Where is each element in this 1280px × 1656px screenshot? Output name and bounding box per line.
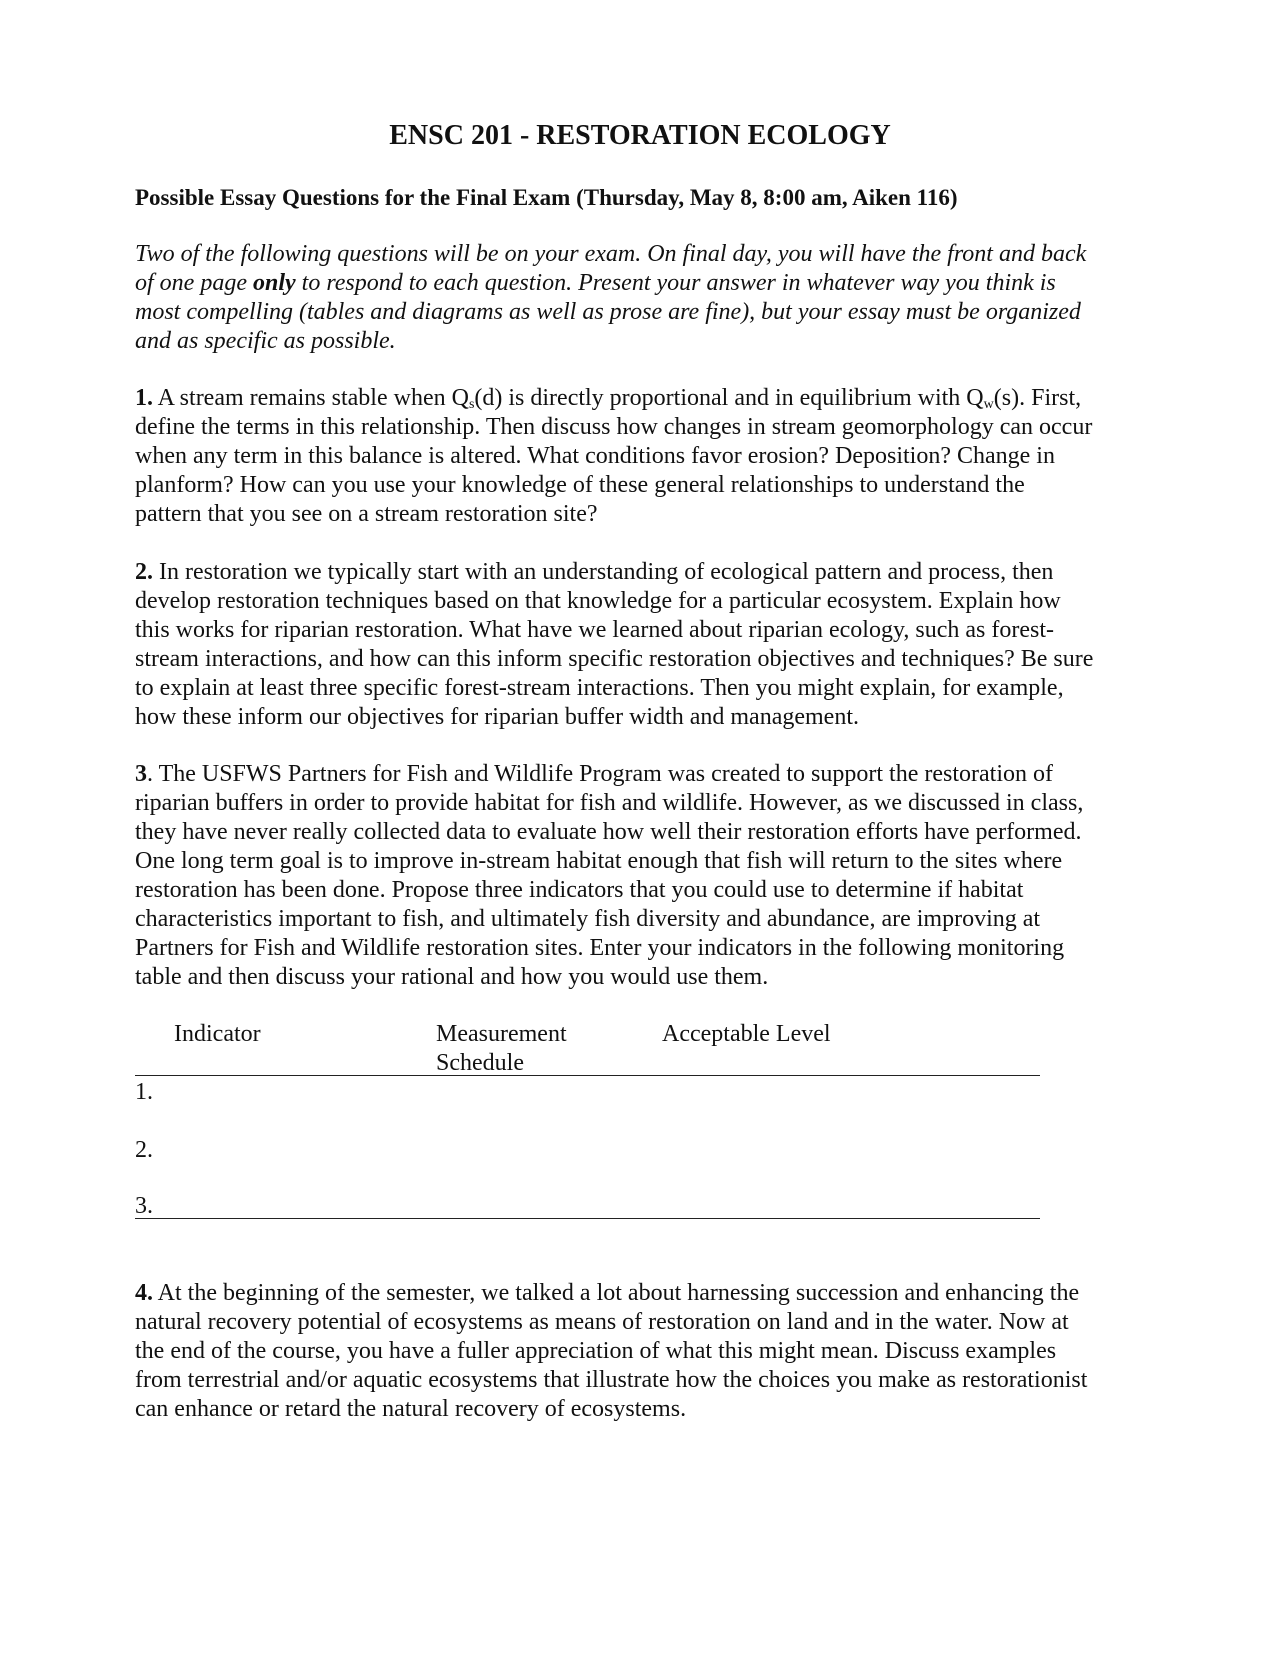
question-line: this works for riparian restoration. What have we learned about riparian ecology, such as forest- [135,617,1055,643]
question-text: (d) is directly proportional and in equilibrium with Q [474,385,984,411]
question-line: define the terms in this relationship. Then discuss how changes in stream geomorphology can occur [135,414,1093,440]
question-line: natural recovery potential of ecosystems as means of restoration on land and in the water. Now at [135,1309,1069,1335]
question-4 [135,1279,1155,1424]
question-number: 1. [135,385,153,411]
question-line: restoration has been done. Propose three indicators that you could use to determine if habitat [135,877,1024,903]
instructions-emphasis: only [252,270,296,296]
question-number: 4. [135,1280,153,1306]
question-text: In restoration we typically start with an understanding of ecological pattern and process, then [153,559,1054,585]
page-subtitle: Possible Essay Questions for the Final Exam (Thursday, May 8, 8:00 am, Aiken 116) [135,185,958,210]
question-line: to explain at least three specific forest-stream interactions. Then you might explain, for example, [135,675,1064,701]
question-line: stream interactions, and how can this inform specific restoration objectives and techniques? Be sure [135,646,1094,672]
question-line [135,760,1155,789]
column-header-acceptable-level: Acceptable Level [662,1021,831,1047]
column-header-indicator: Indicator [174,1021,261,1047]
instructions-paragraph [135,240,1155,356]
question-text: . The USFWS Partners for Fish and Wildlife Program was created to support the restoration of [147,761,1053,787]
question-text: A stream remains stable when Q [153,385,469,411]
instructions-line: Two of the following questions will be on your exam. On final day, you will have the front and back [135,241,1087,267]
question-line: develop restoration techniques based on that knowledge for a particular ecosystem. Explain how [135,588,1061,614]
question-line: One long term goal is to improve in-stream habitat enough that fish will return to the sites where [135,848,1063,874]
question-line: when any term in this balance is altered. What conditions favor erosion? Deposition? Change in [135,443,1055,469]
column-header-measurement-schedule [436,1020,567,1078]
page-title: ENSC 201 - RESTORATION ECOLOGY [389,120,891,151]
question-number: 3 [135,761,147,787]
subscript: s [468,397,475,412]
table-row-number: 3. [135,1193,153,1219]
column-header-line: Schedule [436,1050,524,1076]
table-row-number: 1. [135,1079,153,1105]
table-header-rule [135,1075,1040,1076]
question-line [135,1279,1155,1308]
question-line: can enhance or retard the natural recovery of ecosystems. [135,1396,687,1422]
question-line: the end of the course, you have a fuller appreciation of what this might mean. Discuss examples [135,1338,1057,1364]
instructions-text: to respond to each question. Present your answer in whatever way you think is [295,270,1056,296]
question-text: At the beginning of the semester, we talked a lot about harnessing succession and enhancing the [153,1280,1080,1306]
question-line: table and then discuss your rational and how you would use them. [135,964,769,990]
question-2 [135,558,1155,732]
question-line: from terrestrial and/or aquatic ecosystems that illustrate how the choices you make as restorationist [135,1367,1088,1393]
instructions-text: of one page [135,270,253,296]
question-line [135,384,1155,413]
monitoring-table [135,1020,1040,1240]
question-line: planform? How can you use your knowledge of these general relationships to understand the [135,472,1025,498]
question-line: how these inform our objectives for riparian buffer width and management. [135,704,859,730]
instructions-line [135,269,1155,298]
table-bottom-rule [135,1218,1040,1219]
table-row-number: 2. [135,1137,153,1163]
question-3 [135,760,1155,992]
subscript: w [983,397,994,412]
question-1 [135,384,1155,529]
instructions-line: most compelling (tables and diagrams as well as prose are fine), but your essay must be organized [135,299,1081,325]
question-number: 2. [135,559,153,585]
question-line [135,558,1155,587]
question-line: they have never really collected data to evaluate how well their restoration efforts have performed. [135,819,1082,845]
question-line: riparian buffers in order to provide habitat for fish and wildlife. However, as we discussed in class, [135,790,1084,816]
question-text: (s). First, [993,385,1082,411]
column-header-line: Measurement [436,1021,567,1047]
question-line: pattern that you see on a stream restoration site? [135,501,598,527]
question-line: characteristics important to fish, and ultimately fish diversity and abundance, are improving at [135,906,1041,932]
question-line: Partners for Fish and Wildlife restoration sites. Enter your indicators in the following monitoring [135,935,1065,961]
instructions-line: and as specific as possible. [135,328,396,354]
